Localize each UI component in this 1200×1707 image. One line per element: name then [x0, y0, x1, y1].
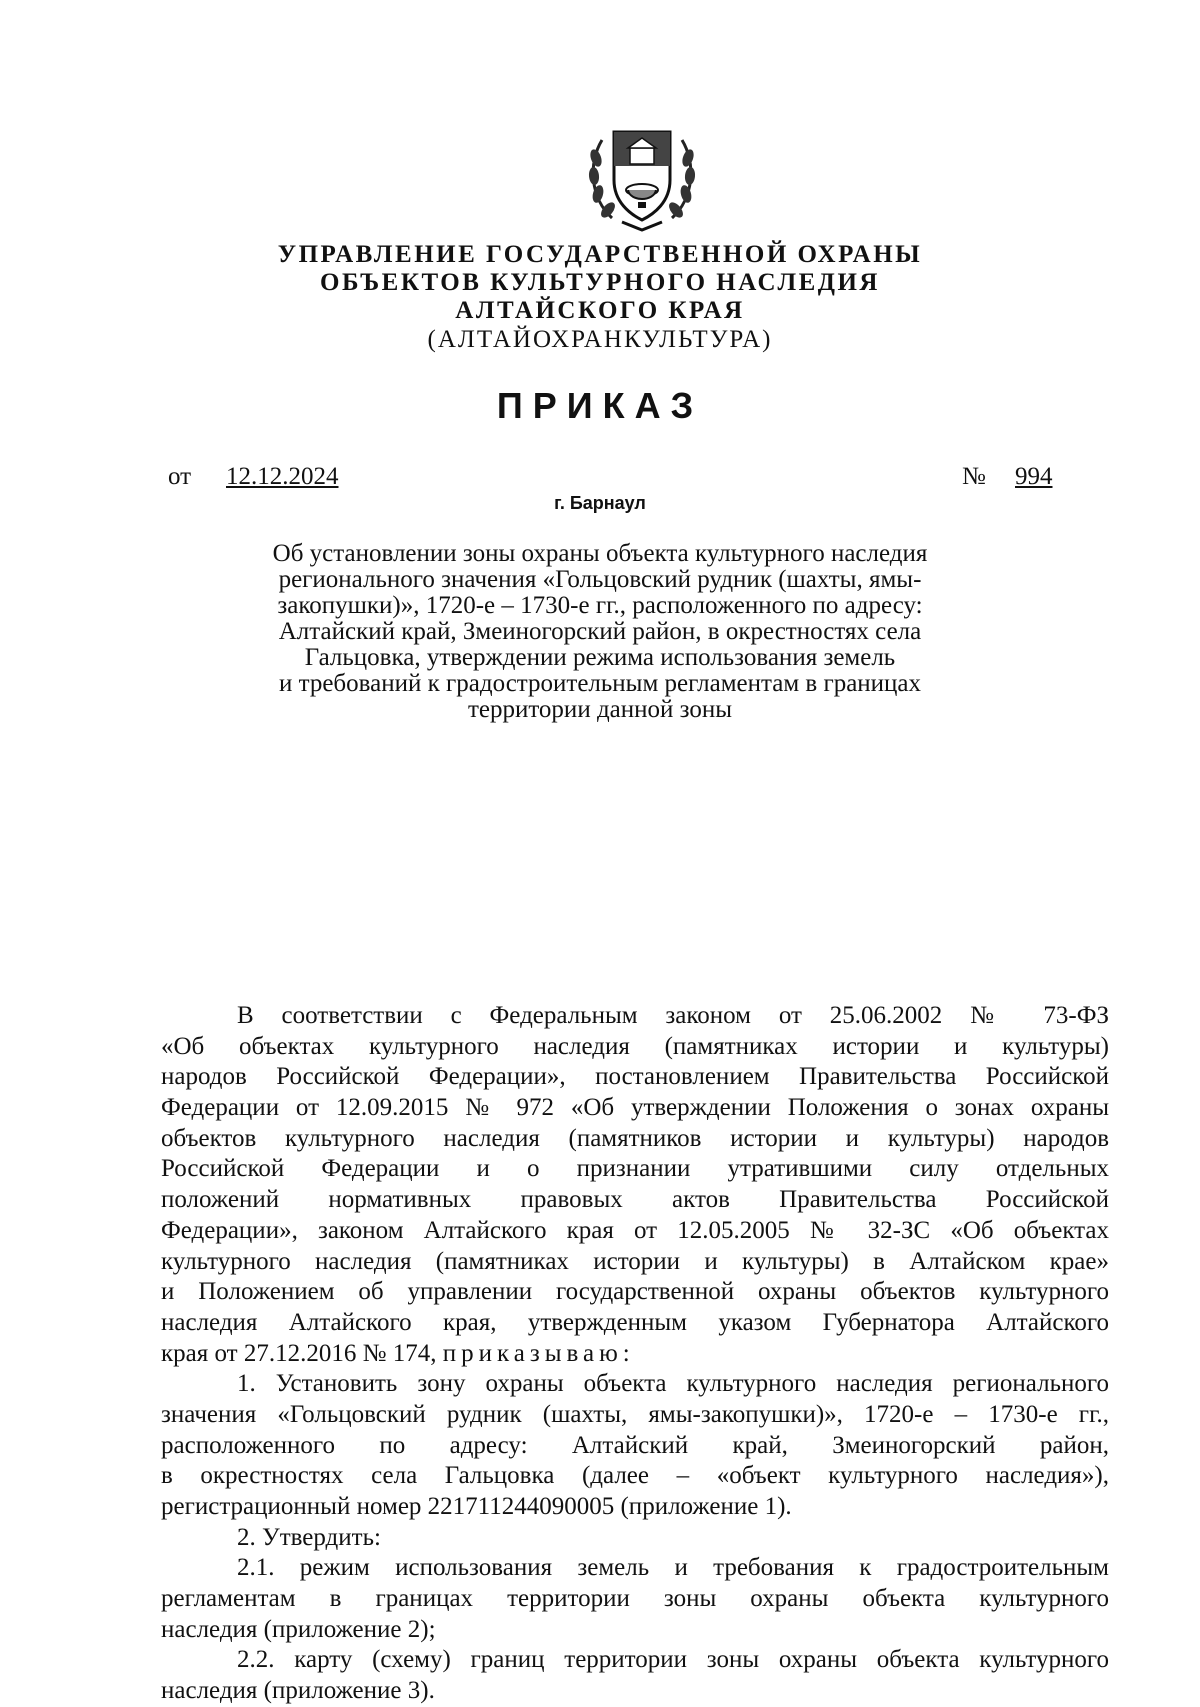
body-line: регистрационный номер 221711244090005 (приложение 1). — [161, 1493, 792, 1520]
body-line: 1. Установить зону охраны объекта культурного наследия регионального — [237, 1370, 1109, 1398]
title-line: Об установлении зоны охраны объекта культурного наследия — [272, 540, 928, 567]
date-prefix: от — [168, 463, 192, 490]
document-date: 12.12.2024 — [226, 463, 339, 490]
order-verb: приказываю: — [442, 1339, 635, 1367]
org-name-line-3: АЛТАЙСКОГО КРАЯ — [455, 297, 745, 324]
body-line: наследия (приложение 3). — [161, 1677, 435, 1705]
body-line: В соответствии с Федеральным законом от 25.06.2002 № 73-ФЗ — [237, 1002, 1109, 1029]
body-line: «Об объектах культурного наследия (памятниках истории и культуры) — [161, 1032, 1109, 1060]
body-line: 2. Утвердить: — [237, 1523, 381, 1551]
title-line: Алтайский край, Змеиногорский район, в окрестностях села — [278, 618, 922, 645]
title-line: и требований к градостроительным регламентам в границах — [278, 670, 922, 697]
body-line: Российской Федерации и о признании утратившими силу отдельных — [161, 1155, 1109, 1183]
body-line: Федерации от 12.09.2015 № 972 «Об утверждении Положения о зонах охраны — [161, 1094, 1109, 1122]
body-line: значения «Гольцовский рудник (шахты, ямы-закопушки)», 1720-е – 1730-е гг., — [161, 1400, 1109, 1428]
org-name-line-2: ОБЪЕКТОВ КУЛЬТУРНОГО НАСЛЕДИЯ — [320, 269, 880, 296]
order-line — [161, 1339, 1109, 1370]
document-title — [240, 541, 960, 723]
body-line: регламентам в границах территории зоны охраны объекта культурного — [161, 1585, 1109, 1613]
org-short-name: (АЛТАЙОХРАНКУЛЬТУРА) — [427, 326, 773, 353]
title-line: Гальцовка, утверждении режима использования земель — [304, 644, 896, 671]
body-line: объектов культурного наследия (памятников истории и культуры) народов — [161, 1124, 1109, 1152]
body-line: и Положением об управлении государственной охраны объектов культурного — [161, 1278, 1109, 1306]
body-line: расположенного по адресу: Алтайский край, Змеиногорский район, — [161, 1431, 1109, 1459]
document-type: ПРИКАЗ — [496, 385, 704, 426]
title-line: закопушки)», 1720-е – 1730-е гг., расположенного по адресу: — [277, 592, 923, 619]
city: г. Барнаул — [554, 493, 646, 513]
document-body — [161, 1001, 1109, 1707]
body-line: культурного наследия (памятниках истории и культуры) в Алтайском крае» — [161, 1247, 1109, 1275]
number-prefix: № — [962, 463, 986, 490]
org-name-line-1: УПРАВЛЕНИЕ ГОСУДАРСТВЕННОЙ ОХРАНЫ — [277, 241, 923, 268]
coat-of-arms-icon — [582, 118, 702, 238]
title-line: территории данной зоны — [467, 696, 733, 723]
body-line: положений нормативных правовых актов Правительства Российской — [161, 1186, 1109, 1214]
body-line: народов Российской Федерации», постановлением Правительства Российской — [161, 1063, 1109, 1091]
body-line: 2.1. режим использования земель и требования к градостроительным — [237, 1554, 1109, 1582]
title-line: регионального значения «Гольцовский рудник (шахты, ямы- — [278, 566, 922, 593]
body-line: Федерации», законом Алтайского края от 12.05.2005 № 32-ЗС «Об объектах — [161, 1216, 1109, 1244]
body-line: наследия (приложение 2); — [161, 1615, 436, 1643]
document-number: 994 — [1015, 463, 1053, 490]
body-line: 2.2. карту (схему) границ территории зоны охраны объекта культурного — [237, 1646, 1109, 1674]
order-line-prefix: края от 27.12.2016 № 174, — [161, 1339, 437, 1367]
body-line: в окрестностях села Гальцовка (далее – «объект культурного наследия»), — [161, 1462, 1109, 1490]
body-line: наследия Алтайского края, утвержденным указом Губернатора Алтайского — [161, 1308, 1109, 1336]
